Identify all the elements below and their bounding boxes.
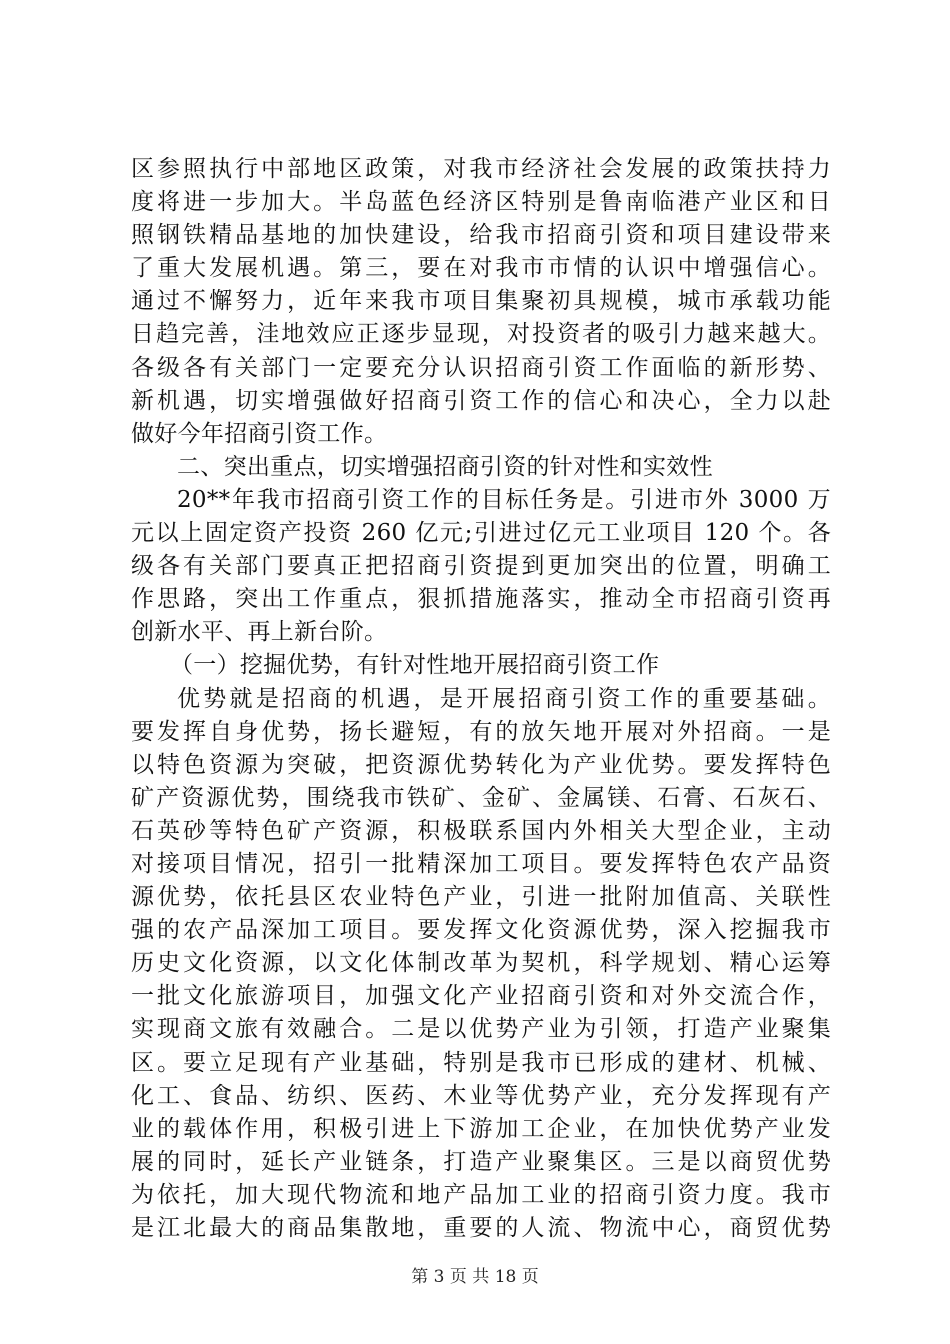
text-line: 实现商文旅有效融合。二是以优势产业为引领，打造产业聚集	[131, 1016, 831, 1043]
text-line: 日趋完善，洼地效应正逐步显现，对投资者的吸引力越来越大。	[131, 321, 831, 348]
text-line: 作思路，突出工作重点，狠抓措施落实，推动全市招商引资再	[131, 586, 831, 613]
text-line: 区。要立足现有产业基础，特别是我市已形成的建材、机械、	[131, 1049, 831, 1076]
section-heading: （一）挖掘优势，有针对性地开展招商引资工作	[170, 652, 660, 679]
text-line: 要发挥自身优势，扬长避短，有的放矢地开展对外招商。一是	[131, 718, 831, 745]
text-line: 照钢铁精品基地的加快建设，给我市招商引资和项目建设带来	[131, 222, 831, 249]
text-line: 优势就是招商的机遇，是开展招商引资工作的重要基础。	[177, 685, 831, 712]
text-line: 了重大发展机遇。第三，要在对我市市情的认识中增强信心。	[131, 255, 831, 282]
text-line: 为依托，加大现代物流和地产品加工业的招商引资力度。我市	[131, 1181, 831, 1208]
text-line: 一批文化旅游项目，加强文化产业招商引资和对外交流合作，	[131, 983, 831, 1010]
section-heading: 二、突出重点，切实增强招商引资的针对性和实效性	[177, 453, 713, 480]
text-line: 源优势，依托县区农业特色产业，引进一批附加值高、关联性	[131, 884, 831, 911]
text-line: 是江北最大的商品集散地，重要的人流、物流中心，商贸优势	[131, 1215, 831, 1241]
text-line: 矿产资源优势，围绕我市铁矿、金矿、金属镁、石膏、石灰石、	[131, 784, 831, 811]
text-line: 新机遇，切实增强做好招商引资工作的信心和决心，全力以赴	[131, 387, 831, 414]
text-line: 以特色资源为突破，把资源优势转化为产业优势。要发挥特色	[131, 751, 831, 778]
text-line: 通过不懈努力，近年来我市项目集聚初具规模，城市承载功能	[131, 288, 831, 315]
page-footer: 第 3 页 共 18 页	[411, 1267, 539, 1287]
text-line: 展的同时，延长产业链条，打造产业聚集区。三是以商贸优势	[131, 1148, 831, 1175]
text-line: 强的农产品深加工项目。要发挥文化资源优势，深入挖掘我市	[131, 917, 831, 944]
text-line: 20**年我市招商引资工作的目标任务是。引进市外 3000 万	[177, 486, 831, 513]
text-line: 石英砂等特色矿产资源，积极联系国内外相关大型企业，主动	[131, 817, 831, 844]
text-line: 对接项目情况，招引一批精深加工项目。要发挥特色农产品资	[131, 850, 831, 877]
text-line: 各级各有关部门一定要充分认识招商引资工作面临的新形势、	[131, 354, 831, 381]
text-line: 度将进一步加大。半岛蓝色经济区特别是鲁南临港产业区和日	[131, 189, 831, 216]
text-line: 业的载体作用，积极引进上下游加工企业，在加快优势产业发	[131, 1115, 831, 1142]
text-line: 元以上固定资产投资 260 亿元;引进过亿元工业项目 120 个。各	[131, 520, 831, 547]
text-line: 做好今年招商引资工作。	[131, 420, 388, 447]
text-line: 历史文化资源，以文化体制改革为契机，科学规划、精心运筹	[131, 950, 831, 977]
text-line: 创新水平、再上新台阶。	[131, 619, 388, 646]
body-text	[131, 153, 831, 1245]
text-line: 区参照执行中部地区政策，对我市经济社会发展的政策扶持力	[131, 156, 831, 182]
text-line: 级各有关部门要真正把招商引资提到更加突出的位置，明确工	[131, 553, 831, 580]
text-line: 化工、食品、纺织、医药、木业等优势产业，充分发挥现有产	[131, 1082, 831, 1109]
